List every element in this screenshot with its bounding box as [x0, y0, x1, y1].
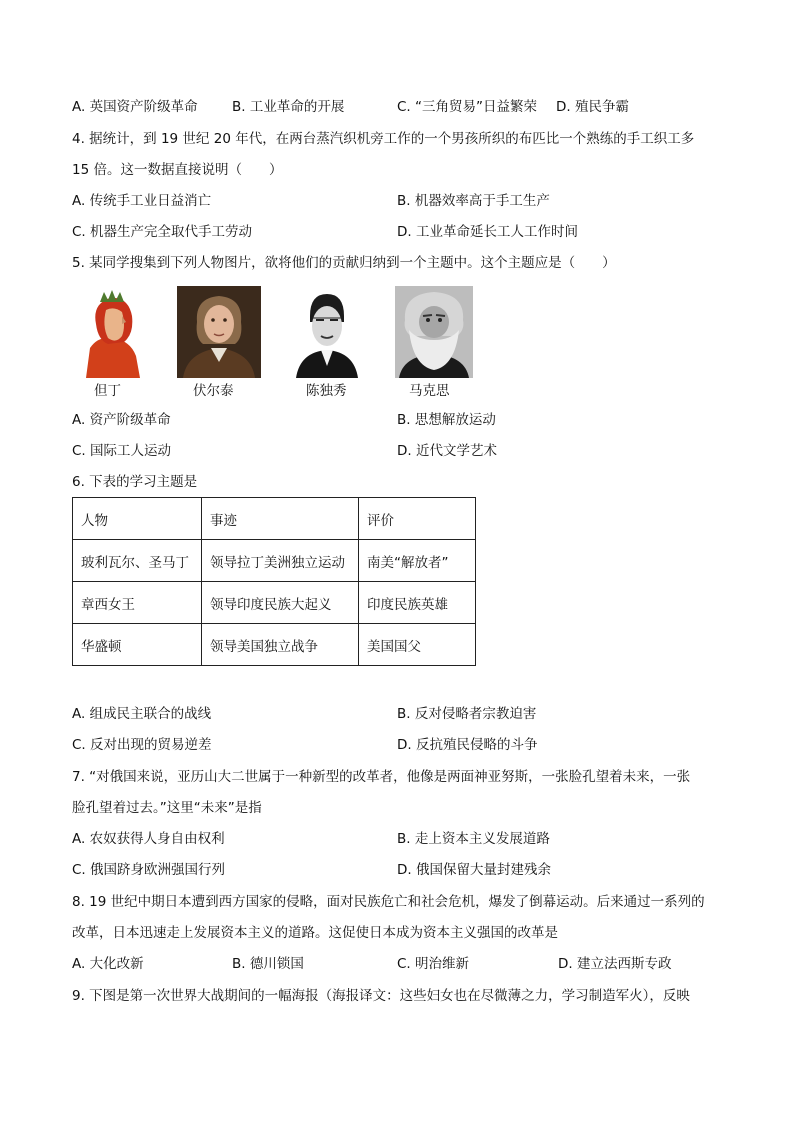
table-cell: 领导印度民族大起义 — [202, 582, 359, 624]
q8-option-a: A. 大化改新 — [72, 956, 144, 972]
table-cell: 美国国父 — [359, 624, 476, 666]
q8-option-b: B. 德川锁国 — [232, 956, 304, 972]
q6-stem: 6. 下表的学习主题是 — [72, 474, 198, 490]
q7-stem-line2: 脸孔望着过去。”这里“未来”是指 — [72, 800, 262, 816]
caption-chen-duxiu: 陈独秀 — [306, 383, 347, 399]
q4-option-a: A. 传统手工业日益消亡 — [72, 193, 212, 209]
table-cell: 华盛顿 — [73, 624, 202, 666]
q5-option-a: A. 资产阶级革命 — [72, 412, 171, 428]
q4-option-d: D. 工业革命延长工人工作时间 — [397, 224, 578, 240]
q6-option-c: C. 反对出现的贸易逆差 — [72, 737, 212, 753]
q7-option-d: D. 俄国保留大量封建残余 — [397, 862, 551, 878]
table-cell: 领导美国独立战争 — [202, 624, 359, 666]
q7-option-c: C. 俄国跻身欧洲强国行列 — [72, 862, 226, 878]
table-header-cell: 事迹 — [202, 498, 359, 540]
q8-option-c: C. 明治维新 — [397, 956, 470, 972]
q4-stem-line1: 4. 据统计，到 19 世纪 20 年代，在两台蒸汽织机旁工作的一个男孩所织的布匹比一个熟练的手工织工多 — [72, 131, 695, 147]
q4-option-b: B. 机器效率高于手工生产 — [397, 193, 550, 209]
table-row — [73, 624, 476, 666]
q7-option-b: B. 走上资本主义发展道路 — [397, 831, 550, 847]
portrait-chen-duxiu — [288, 286, 366, 378]
table-header-cell: 人物 — [73, 498, 202, 540]
caption-voltaire: 伏尔泰 — [193, 383, 234, 399]
table-row — [73, 540, 476, 582]
q8-stem-line1: 8. 19 世纪中期日本遭到西方国家的侵略，面对民族危亡和社会危机，爆发了倒幕运动。后来通过一系列的 — [72, 894, 705, 910]
q5-stem: 5. 某同学搜集到下列人物图片，欲将他们的贡献归纳到一个主题中。这个主题应是（ ） — [72, 255, 616, 271]
table-cell: 领导拉丁美洲独立运动 — [202, 540, 359, 582]
table-cell: 南美“解放者” — [359, 540, 476, 582]
portrait-voltaire — [177, 286, 261, 378]
q5-option-d: D. 近代文学艺术 — [397, 443, 497, 459]
q7-stem-line1: 7. “对俄国来说，亚历山大二世属于一种新型的改革者，他像是两面神亚努斯，一张脸孔望着未来，一张 — [72, 769, 691, 785]
caption-marx: 马克思 — [409, 383, 450, 399]
q3-option-d: D. 殖民争霸 — [556, 99, 629, 115]
caption-dante: 但丁 — [94, 383, 121, 399]
table-cell: 玻利瓦尔、圣马丁 — [73, 540, 202, 582]
table-header-row — [73, 498, 476, 540]
q4-stem-line2: 15 倍。这一数据直接说明（ ） — [72, 162, 283, 178]
q3-option-a: A. 英国资产阶级革命 — [72, 99, 198, 115]
q3-option-c: C. “三角贸易”日益繁荣 — [397, 99, 537, 115]
table-header-cell: 评价 — [359, 498, 476, 540]
q7-option-a: A. 农奴获得人身自由权利 — [72, 831, 225, 847]
q5-option-b: B. 思想解放运动 — [397, 412, 496, 428]
table-cell: 印度民族英雄 — [359, 582, 476, 624]
q8-stem-line2: 改革，日本迅速走上发展资本主义的道路。这促使日本成为资本主义强国的改革是 — [72, 925, 558, 941]
q9-stem-line1: 9. 下图是第一次世界大战期间的一幅海报（海报译文：这些妇女也在尽微薄之力，学习制造军火），反映 — [72, 988, 690, 1004]
table-row — [73, 582, 476, 624]
q6-table — [72, 497, 476, 666]
q8-option-d: D. 建立法西斯专政 — [558, 956, 672, 972]
q4-option-c: C. 机器生产完全取代手工劳动 — [72, 224, 253, 240]
portrait-marx — [395, 286, 473, 378]
table-cell: 章西女王 — [73, 582, 202, 624]
q6-option-d: D. 反抗殖民侵略的斗争 — [397, 737, 538, 753]
q5-option-c: C. 国际工人运动 — [72, 443, 172, 459]
q3-option-b: B. 工业革命的开展 — [232, 99, 345, 115]
q6-option-a: A. 组成民主联合的战线 — [72, 706, 212, 722]
q6-option-b: B. 反对侵略者宗教迫害 — [397, 706, 537, 722]
portrait-dante — [78, 286, 146, 378]
